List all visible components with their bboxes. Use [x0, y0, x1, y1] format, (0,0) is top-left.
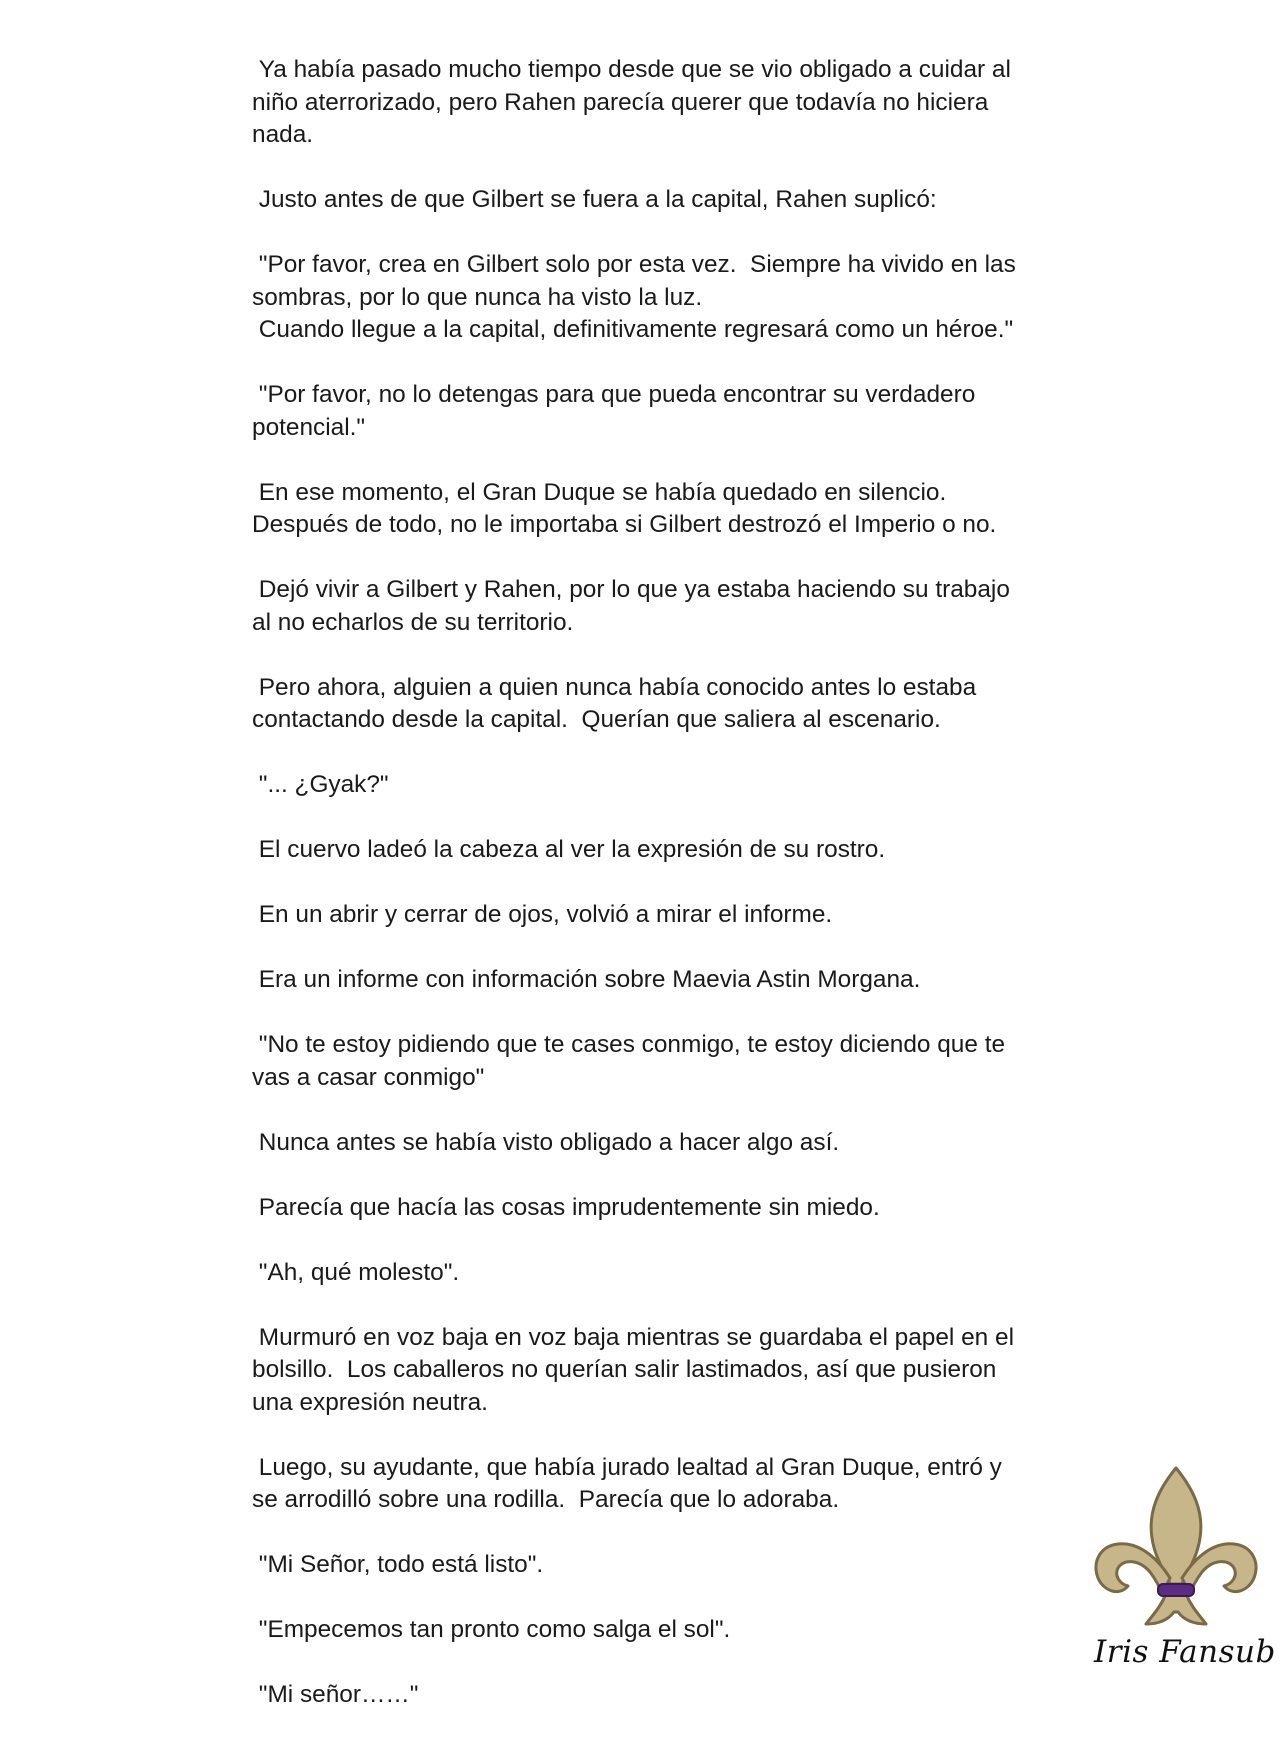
paragraph-line: Murmuró en voz baja en voz baja mientras se guardaba el papel en el [252, 1323, 1014, 1351]
paragraph-line: contactando desde la capital. Querían que saliera al escenario. [252, 706, 941, 733]
paragraph [252, 964, 1032, 997]
paragraph-line: En ese momento, el Gran Duque se había quedado en silencio. [252, 478, 947, 506]
paragraph [252, 1452, 1032, 1517]
band-icon [1158, 1584, 1194, 1596]
document-body [252, 54, 1032, 1744]
paragraph-line: Parecía que hacía las cosas imprudentemente sin miedo. [252, 1193, 880, 1221]
paragraph-line: "Ah, qué molesto". [252, 1258, 460, 1286]
paragraph-line: vas a casar conmigo" [252, 1063, 485, 1091]
paragraph [252, 574, 1032, 639]
paragraph-line: se arrodilló sobre una rodilla. Parecía que lo adoraba. [252, 1486, 840, 1513]
paragraph-line: Pero ahora, alguien a quien nunca había conocido antes lo estaba [252, 673, 977, 701]
paragraph-line: Era un informe con información sobre Maevia Astin Morgana. [252, 966, 921, 993]
paragraph-line: "Empecemos tan pronto como salga el sol". [252, 1616, 731, 1643]
paragraph-line: Cuando llegue a la capital, definitivamente regresará como un héroe." [252, 316, 1014, 343]
paragraph [252, 1322, 1032, 1420]
paragraph [252, 1679, 1032, 1712]
paragraph [252, 834, 1032, 867]
paragraph-line: Después de todo, no le importaba si Gilbert destrozó el Imperio o no. [252, 511, 997, 538]
paragraph [252, 249, 1032, 347]
paragraph [252, 1029, 1032, 1094]
watermark-text: Iris Fansub [1094, 1634, 1276, 1670]
paragraph [252, 54, 1032, 152]
paragraph-line: Nunca antes se había visto obligado a hacer algo así. [252, 1128, 840, 1156]
fleur-de-lis-icon [1086, 1460, 1266, 1640]
paragraph-line: bolsillo. Los caballeros no querían salir lastimados, así que pusieron [252, 1356, 997, 1383]
paragraph [252, 184, 1032, 217]
paragraph [252, 672, 1032, 737]
paragraph [252, 1257, 1032, 1290]
paragraph-line: niño aterrorizado, pero Rahen parecía querer que todavía no hiciera [252, 88, 989, 116]
paragraph [252, 899, 1032, 932]
paragraph-line: sombras, por lo que nunca ha visto la luz. [252, 283, 703, 311]
paragraph-line: "Mi señor……" [252, 1681, 419, 1708]
paragraph-line: nada. [252, 121, 314, 148]
paragraph-line: potencial." [252, 413, 366, 441]
paragraph [252, 1549, 1032, 1582]
paragraph-line: En un abrir y cerrar de ojos, volvió a mirar el informe. [252, 901, 833, 928]
paragraph-line: Ya había pasado mucho tiempo desde que se vio obligado a cuidar al [252, 56, 1011, 83]
paragraph-line: Luego, su ayudante, que había jurado lealtad al Gran Duque, entró y [252, 1453, 1002, 1481]
paragraph [252, 1614, 1032, 1647]
paragraph-line: "Por favor, no lo detengas para que pueda encontrar su verdadero [252, 381, 976, 408]
paragraph-line: El cuervo ladeó la cabeza al ver la expresión de su rostro. [252, 836, 886, 863]
paragraph-line: Justo antes de que Gilbert se fuera a la capital, Rahen suplicó: [252, 186, 937, 213]
paragraph-line: "Por favor, crea en Gilbert solo por esta vez. Siempre ha vivido en las [252, 251, 1016, 278]
paragraph-line: "Mi Señor, todo está listo". [252, 1551, 544, 1578]
paragraph [252, 1192, 1032, 1225]
paragraph [252, 379, 1032, 444]
paragraph [252, 769, 1032, 802]
paragraph-line: "No te estoy pidiendo que te cases conmigo, te estoy diciendo que te [252, 1031, 1006, 1058]
paragraph-line: "... ¿Gyak?" [252, 771, 389, 798]
paragraph-line: al no echarlos de su territorio. [252, 608, 574, 636]
paragraph-line: Dejó vivir a Gilbert y Rahen, por lo que ya estaba haciendo su trabajo [252, 576, 1010, 603]
watermark-logo [1086, 1460, 1276, 1700]
paragraph [252, 477, 1032, 542]
paragraph-line: una expresión neutra. [252, 1388, 488, 1416]
paragraph [252, 1127, 1032, 1160]
